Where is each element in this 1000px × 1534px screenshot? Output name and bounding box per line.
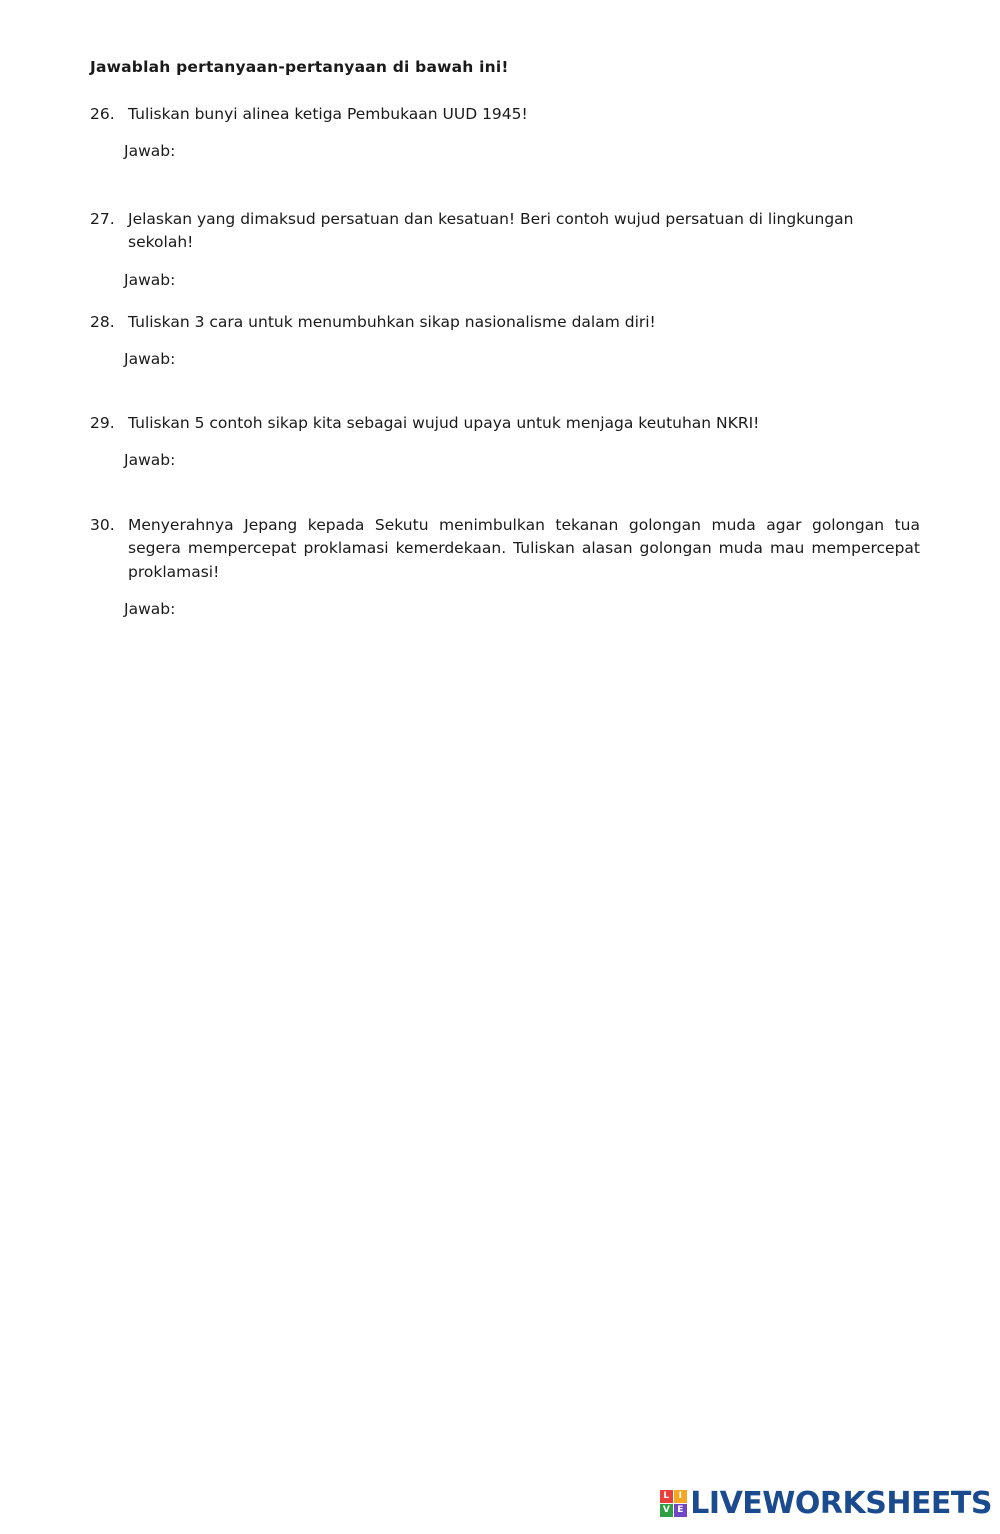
question-item — [90, 311, 920, 372]
question-number: 28. — [90, 313, 115, 331]
question-row — [90, 311, 920, 334]
question-text: Menyerahnya Jepang kepada Sekutu menimbulkan tekanan golongan muda agar golongan tua segera mempercepat proklamasi kemerdekaan. Tuliskan alasan golongan muda mau mempercepat proklamasi! — [128, 516, 920, 581]
logo-row-top — [659, 1489, 687, 1503]
answer-label: Jawab: — [124, 270, 176, 289]
question-item — [90, 208, 920, 292]
question-text: Tuliskan 5 contoh sikap kita sebagai wujud upaya untuk menjaga keutuhan NKRI! — [128, 414, 760, 432]
instruction-heading: Jawablah pertanyaan-pertanyaan di bawah ini! — [90, 58, 509, 76]
question-text: Tuliskan 3 cara untuk menumbuhkan sikap nasionalisme dalam diri! — [128, 313, 656, 331]
liveworksheets-logo — [659, 1486, 992, 1520]
question-text: Jelaskan yang dimaksud persatuan dan kesatuan! Beri contoh wujud persatuan di lingkungan sekolah! — [128, 210, 854, 252]
question-row — [90, 514, 920, 584]
question-row — [90, 208, 920, 255]
question-item — [90, 103, 920, 164]
logo-row-bottom — [659, 1503, 687, 1517]
logo-letter-e-icon: E — [674, 1504, 687, 1517]
question-item — [90, 412, 920, 473]
logo-squares — [659, 1489, 687, 1517]
answer-label: Jawab: — [124, 142, 176, 161]
answer-label: Jawab: — [124, 451, 176, 470]
logo-letter-i-icon: I — [674, 1490, 687, 1503]
answer-label: Jawab: — [124, 599, 176, 618]
answer-label: Jawab: — [124, 350, 176, 369]
question-number: 27. — [90, 210, 115, 228]
logo-letter-v-icon: V — [660, 1504, 673, 1517]
question-text: Tuliskan bunyi alinea ketiga Pembukaan UUD 1945! — [128, 105, 528, 123]
question-row — [90, 103, 920, 126]
question-number: 26. — [90, 105, 115, 123]
question-row — [90, 412, 920, 435]
question-item — [90, 514, 920, 621]
question-number: 29. — [90, 414, 115, 432]
logo-letter-l-icon: L — [660, 1490, 673, 1503]
logo-wordmark: LIVEWORKSHEETS — [690, 1485, 992, 1521]
question-number: 30. — [90, 516, 115, 534]
